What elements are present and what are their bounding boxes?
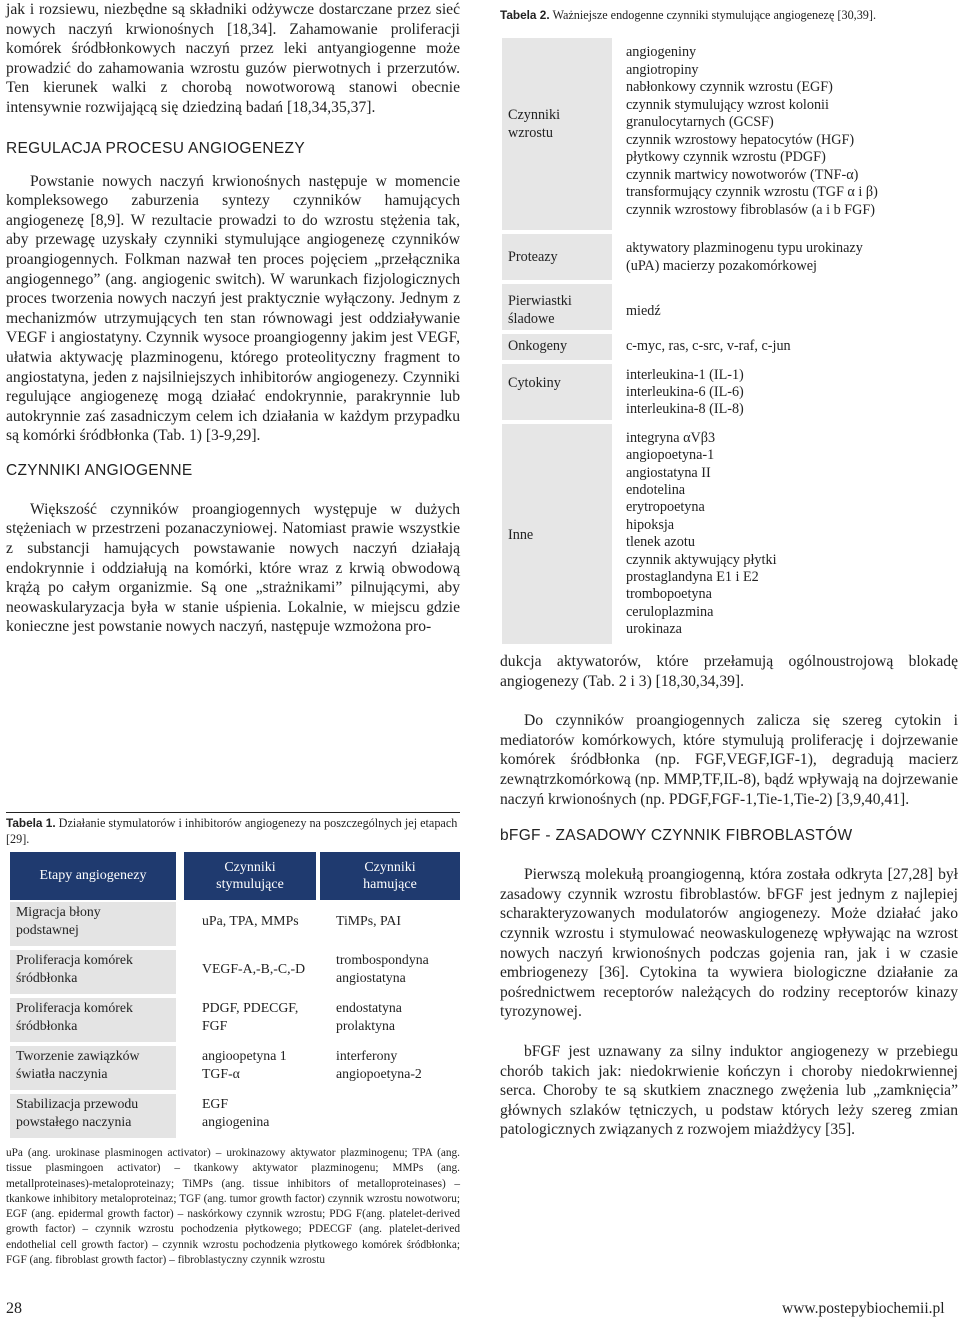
journal-url: www.postepybiochemii.pl (782, 1300, 945, 1317)
table2-item: aktywatory plazminogenu typu urokinazy (626, 240, 863, 256)
table1-caption (6, 816, 460, 847)
table1-cell-stimulating: PDGF, PDECGF, FGF (202, 1000, 299, 1033)
table2-item: (uPA) macierzy pozakomórkowej (626, 258, 817, 274)
table2-item: czynnik wzrostowy fibroblasów (a i b FGF) (626, 202, 876, 218)
right-column (500, 652, 958, 1140)
table2-item: tlenek azotu (626, 534, 695, 550)
right-paragraph-proangiogenic: Do czynników proangiogennych zalicza się szereg cytokin i mediatorów komórkowych, które stymulują proliferację i dojrzewanie komórek śródbłonka (np. FGF,VEGF,IGF-1), degradują macierz zewnątrzkomórkową (np. MMP,TF,IL-8), bądź wpływają na dojrzewanie naczyń krwionośnych (np. PDGF,FGF-1,Tie-1,Tie-2) [3,9,40,41]. (500, 712, 958, 808)
table2-item: płytkowy czynnik wzrostu (PDGF) (626, 149, 826, 165)
table2-item: czynnik stymulujący wzrost kolonii (626, 97, 829, 113)
right-paragraph-continuation: dukcja aktywatorów, które przełamują ogólnoustrojową blokadę angiogenezy (Tab. 2 i 3) [18,30,34,39]. (500, 653, 958, 690)
table2-label-other: Inne (508, 527, 534, 543)
table2-caption-text: Ważniejsze endogenne czynniki stymulujące angiogenezę [30,39]. (552, 8, 877, 22)
table2-label-growth: Czynniki wzrostu (508, 107, 561, 141)
table1-header-inhibiting: Czynniki hamujące (320, 852, 460, 900)
regulation-paragraph: Powstanie nowych naczyń krwionośnych następuje w momencie kompleksowego zaburzenia syntezy czynników hamujących angiogenezę [8,9]. W rezultacie prowadzi to do wzrostu stężenia tak, aby przewagę uzyskały czynniki stymulujące angiogenezę czynników proangiogennych. Folkman nazwał ten proces pojęciem „przełącznika angiogennego” (ang. angiogenic switch). W warunkach fizjologicznych proces tworzenia nowych naczyń jest praktycznie wyłączony. Jednym z mechanizmów utrzymujących ten stan równowagi jest oddziaływanie VEGF i angiostatyny. Czynnik wysoce proangiogenny jakim jest VEGF, ułatwia aktywację plazminogenu, którego proteolityczny fragment to angiostatyna, jeden z najsilniejszych inhibitorów angiogenezy. Czynniki regulujące angiogenezę mogą działać endokrynnie, parakrynnie lub autokrynnie zaś zasadniczym celem ich działania w każdym przypadku są komórki śródbłonka (Tab. 1) [3-9,29]. (6, 172, 460, 445)
table2-item: angiopoetyna-1 (626, 447, 715, 463)
table1-cell-stage: Stabilizacja przewodu powstałego naczynia (16, 1096, 139, 1129)
right-paragraph-bfgf-1: Pierwszą molekułą proangiogenną, która została odkryta [27,28] był zasadowy czynnik wzrostu fibroblastów. bFGF jest jednym z najlepiej scharakteryzowanych modulatorów angiogenezy. Może działać jako czynnik wzrostu i stymulować neowaskulogenezę wpływając na wzrost nowych naczyń krwionośnych podczas gojenia ran, jak i w czasie embriogenezy [36]. Cytokina ta wywiera biologiczne działanie za pośrednictwem receptorów należących do rodziny receptorów kinazy tyrozynowej. (500, 866, 958, 1021)
table2-item: transformujący czynnik wzrostu (TGF α i β) (626, 184, 878, 200)
table1 (6, 850, 460, 1138)
table1-cell-inhibiting: trombospondyna angiostatyna (336, 952, 429, 985)
table2-item: hipoksja (626, 517, 675, 533)
table2-item: czynnik aktywujący płytki (626, 552, 777, 568)
table1-cell-stimulating: angioopetyna 1 TGF-α (202, 1048, 287, 1081)
table2-label-oncogenes: Onkogeny (508, 338, 568, 354)
table1-cell-inhibiting: interferony angiopoetyna-2 (336, 1048, 422, 1081)
table2-label-proteases: Proteazy (508, 249, 558, 265)
table1-header-stimulating: Czynniki stymulujące (184, 852, 316, 900)
table2-item: czynnik martwicy nowotworów (TNF-α) (626, 167, 859, 183)
table2-item: angiostatyna II (626, 465, 711, 481)
table2-item: trombopoetyna (626, 586, 712, 602)
left-column (6, 0, 460, 637)
table1-cell-inhibiting: endostatyna prolaktyna (336, 1000, 402, 1033)
page-number: 28 (6, 1300, 22, 1317)
factors-paragraph: Większość czynników proangiogennych występuje w dużych stężeniach w przestrzeni pozanaczyniowej. Natomiast prawie wszystkie z substancji hamujących powstawanie nowych naczyń działają endokrynnie i oddziałują na komórki, które wraz z krwią obwodową krążą po całym organizmie. Są one „strażnikami” pilnującymi, aby neowaskularyzacja była w stanie uśpienia. Lokalnie, w miejscu gdzie konieczne jest powstanie nowych naczyń, następuje wzmożona pro- (6, 500, 460, 636)
table2-item: interleukina-1 (IL-1) (626, 367, 744, 383)
table1-top-rule (6, 812, 460, 813)
section-heading-bfgf: bFGF - ZASADOWY CZYNNIK FIBROBLASTÓW (500, 827, 853, 845)
table1-header-stage: Etapy angiogenezy (10, 852, 176, 900)
intro-paragraph: jak i rozsiewu, niezbędne są składniki odżywcze dostarczane przez sieć nowych naczyń krwionośnych [18,34]. Zahamowanie proliferacji komórek śródbłonkowych naczyń przez leki antyangiogenne może prowadzić do zahamowania wzrostu guzów pierwotnych i przerzutów. Ten kierunek walki z chorobą nowotworową stanowi obecnie intensywnie rozwijającą się dziedziną badań [18,34,35,37]. (6, 1, 460, 116)
table1-cell-stage: Proliferacja komórek śródbłonka (16, 952, 133, 985)
table2-item: urokinaza (626, 621, 682, 637)
table2-label-trace: Pierwiastki śladowe (508, 293, 572, 327)
table2-item: miedź (626, 303, 661, 319)
section-heading-regulation: REGULACJA PROCESU ANGIOGENEZY (6, 139, 305, 157)
table2-item: c-myc, ras, c-src, v-raf, c-jun (626, 338, 791, 354)
table1-caption-text: Działanie stymulatorów i inhibitorów angiogenezy na poszczególnych jej etapach [29]. (6, 816, 458, 846)
section-heading-factors: CZYNNIKI ANGIOGENNE (6, 461, 193, 479)
table2-item: angiogeniny (626, 44, 697, 60)
table2-item: endotelina (626, 482, 686, 498)
table1-cell-inhibiting: TiMPs, PAI (336, 913, 401, 928)
table2-item: ceruloplazmina (626, 604, 714, 620)
table1-cell-stimulating: EGF angiogenina (202, 1096, 270, 1129)
table1-cell-stage: Migracja błony podstawnej (16, 904, 101, 937)
table2-item: angiotropiny (626, 62, 699, 78)
table1-cell-stage: Proliferacja komórek śródbłonka (16, 1000, 133, 1033)
table2-item: prostaglandyna E1 i E2 (626, 569, 759, 585)
table1-caption-label: Tabela 1. (6, 816, 56, 830)
table2-item: czynnik wzrostowy hepatocytów (HGF) (626, 132, 855, 148)
table2-caption (500, 8, 958, 24)
table1-cell-stage: Tworzenie zawiązków światła naczynia (16, 1048, 140, 1081)
table2-item: integryna αVβ3 (626, 430, 716, 446)
table2-item: interleukina-8 (IL-8) (626, 401, 744, 417)
table1-cell-stimulating: VEGF-A,-B,-C,-D (202, 961, 306, 976)
table2-item: interleukina-6 (IL-6) (626, 384, 744, 400)
table2-item: nabłonkowy czynnik wzrostu (EGF) (626, 79, 833, 95)
table2-label-cytokines: Cytokiny (508, 375, 561, 391)
table1-header-row (10, 852, 460, 900)
table1-footnote: uPa (ang. urokinase plasminogen activator) – urokinazowy aktywator plazminogenu; TPA (ang. tissue plasmingoen activator) – tkankowy aktywator plazminogenu; MMPs (ang. metallproteinases)-metaloproteinazy; TiMPs (ang. tissue inhibitors of metalloproteinases) – tkankowe inhibitory metaloproteinaz; TGF (ang. tumor growth factor) czynnik wzrostu nowotworu; EGF (ang. epidermal growth factor) – naskórkowy czynnik wzrostu; PDG F(ang. platelet-derived growth factor) – czynnik wzrostu pochodzenia płytkowego; PDECGF (ang. platelet-derived endothelial cell growth factor) – czynnik wzrostu pochodzenia płytkowego komórek śródbłonka; FGF (ang. fibroblast growth factor) – fibroblastyczny czynnik wzrostu (6, 1147, 460, 1267)
table2-caption-label: Tabela 2. (500, 8, 550, 22)
table1-cell-stimulating: uPa, TPA, MMPs (202, 913, 299, 928)
table2-group-cell (502, 364, 612, 420)
right-paragraph-bfgf-2: bFGF jest uznawany za silny induktor angiogenezy w przebiegu chorób takich jak: niedokrwienie kończyn i choroby niedokrwiennej serca. Choroby te są skutkiem znacznego zwężenia lub „zamknięcia” głównych szlaków tętniczych, u podstaw których leży szereg zmian patologicznych związanych z rozwojem miażdżycy [35]. (500, 1042, 958, 1139)
table2-item: erytropoetyna (626, 499, 705, 515)
table2-item: granulocytarnych (GCSF) (626, 114, 774, 130)
